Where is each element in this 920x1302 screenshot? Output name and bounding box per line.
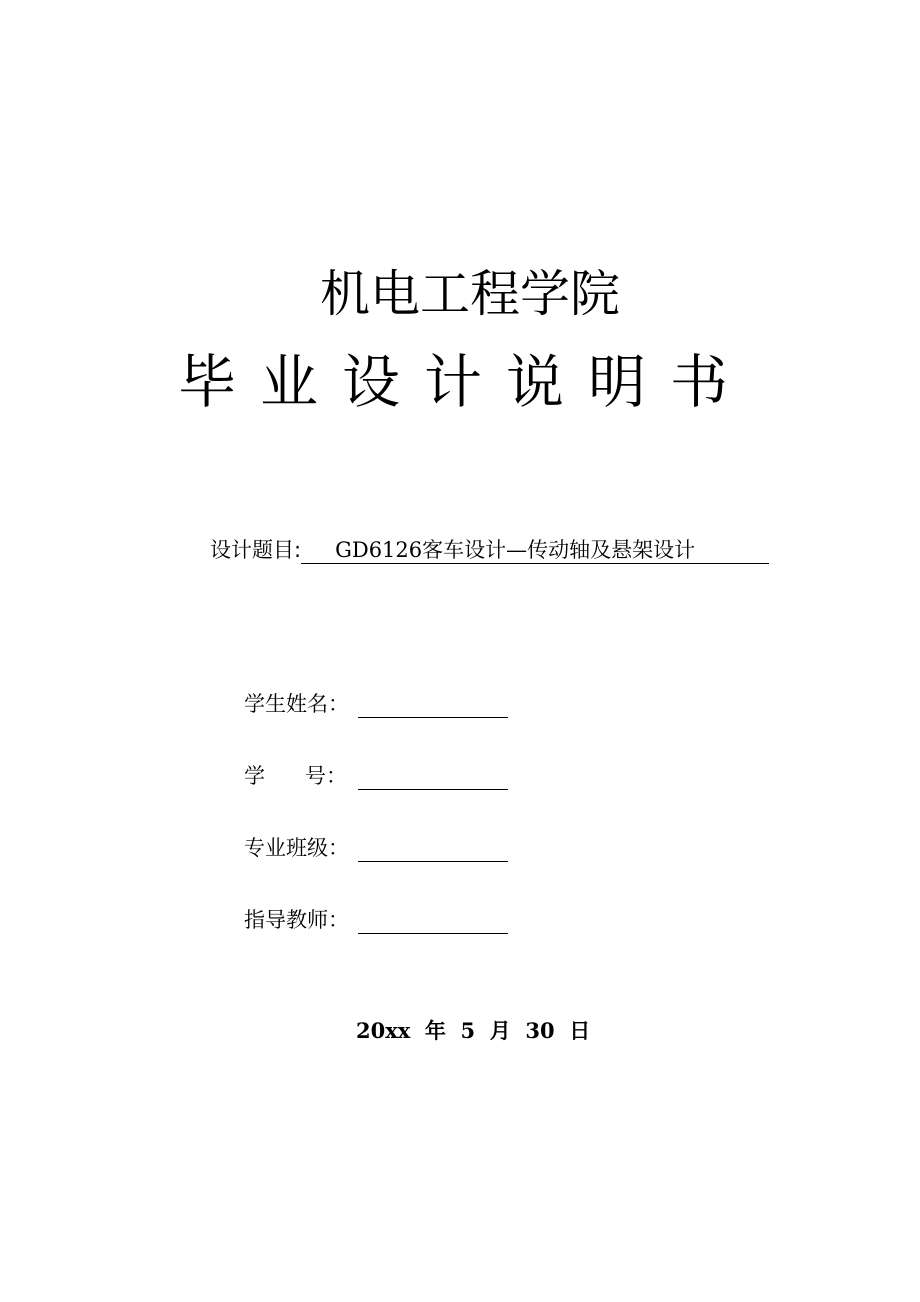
- document-title: 毕业设计说明书: [178, 348, 753, 416]
- student-name-field[interactable]: [358, 693, 508, 718]
- submission-date: 20xx 年 5 月 30 日: [356, 1018, 591, 1043]
- advisor-label: 指导教师：: [244, 908, 349, 932]
- student-name-row: [244, 688, 508, 718]
- student-id-label: 学 号：: [244, 764, 348, 788]
- student-id-field[interactable]: [358, 765, 508, 790]
- design-topic-value: GD6126客车设计—传动轴及悬架设计: [301, 537, 769, 564]
- design-topic-row: [210, 534, 769, 564]
- student-name-label: 学生姓名：: [244, 692, 349, 716]
- major-class-field[interactable]: [358, 837, 508, 862]
- major-class-row: [244, 832, 508, 862]
- design-topic-label: 设计题目:: [210, 538, 302, 562]
- advisor-row: [244, 904, 508, 934]
- school-name: 机电工程学院: [320, 265, 620, 323]
- advisor-field[interactable]: [358, 909, 508, 934]
- student-id-row: [244, 760, 508, 790]
- major-class-label: 专业班级：: [244, 836, 349, 860]
